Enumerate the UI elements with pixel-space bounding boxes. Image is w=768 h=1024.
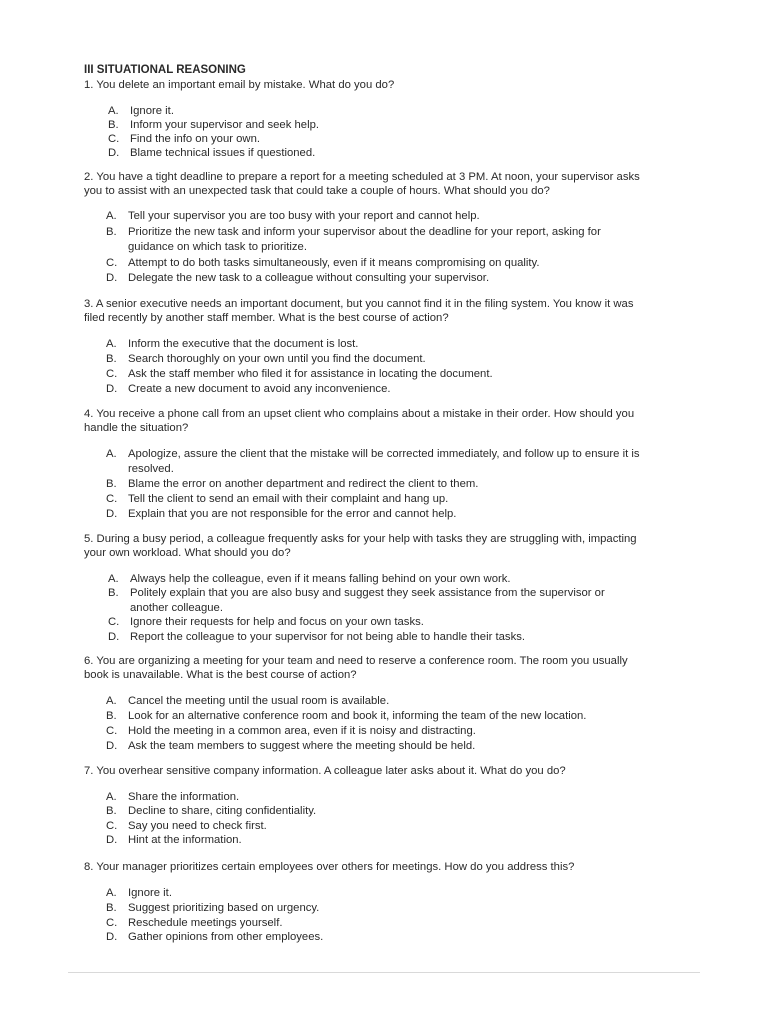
option-letter: A. bbox=[108, 572, 119, 585]
options-list bbox=[84, 104, 644, 160]
option-letter: C. bbox=[106, 492, 118, 505]
options-list bbox=[84, 209, 644, 287]
option-letter: D. bbox=[106, 272, 118, 284]
option-letter: C. bbox=[106, 367, 118, 380]
option bbox=[108, 104, 644, 118]
options-list bbox=[84, 886, 644, 945]
option-letter: A. bbox=[106, 887, 117, 900]
option-letter: D. bbox=[106, 382, 118, 395]
option bbox=[106, 694, 644, 709]
option-letter: A. bbox=[106, 337, 117, 350]
option-text: Look for an alternative conference room and book it, informing the team of the new location. bbox=[128, 710, 587, 723]
option bbox=[106, 256, 644, 272]
options-list bbox=[84, 694, 644, 753]
option-letter: C. bbox=[106, 725, 118, 738]
option bbox=[106, 271, 644, 287]
option-text: Ignore it. bbox=[130, 105, 174, 117]
option-letter: B. bbox=[106, 710, 117, 723]
option-text: Apologize, assure the client that the mistake will be corrected immediately, and follow up to ensure it is resolved. bbox=[128, 447, 640, 475]
option bbox=[106, 886, 644, 901]
option bbox=[106, 739, 644, 754]
option-letter: B. bbox=[108, 119, 119, 131]
question-text: 2. You have a tight deadline to prepare a report for a meeting scheduled at 3 PM. At noon, your supervisor asks you to assist with an unexpected task that could take a couple of hours. What should you do? bbox=[84, 171, 640, 197]
option-letter: A. bbox=[106, 790, 117, 803]
option-text: Reschedule meetings yourself. bbox=[128, 916, 283, 929]
question-4 bbox=[84, 407, 644, 522]
section-title: III SITUATIONAL REASONING bbox=[84, 64, 246, 76]
option bbox=[106, 507, 644, 522]
option-text: Prioritize the new task and inform your supervisor about the deadline for your report, asking for guidance on which task to prioritize. bbox=[128, 225, 601, 253]
option-text: Report the colleague to your supervisor for not being able to handle their tasks. bbox=[130, 630, 525, 643]
option bbox=[106, 209, 644, 225]
option-letter: C. bbox=[106, 916, 118, 929]
options-list bbox=[84, 790, 644, 848]
option bbox=[106, 804, 644, 819]
option bbox=[106, 901, 644, 916]
option-text: Tell the client to send an email with their complaint and hang up. bbox=[128, 492, 449, 505]
option-text: Delegate the new task to a colleague without consulting your supervisor. bbox=[128, 272, 490, 284]
option-text: Attempt to do both tasks simultaneously, even if it means compromising on quality. bbox=[128, 256, 540, 269]
question-text: 7. You overhear sensitive company information. A colleague later asks about it. What do you do? bbox=[84, 764, 566, 777]
page-bottom-divider bbox=[68, 972, 700, 973]
option-text: Cancel the meeting until the usual room is available. bbox=[128, 695, 390, 708]
option-letter: D. bbox=[106, 834, 118, 847]
option-letter: C. bbox=[106, 819, 118, 832]
option bbox=[108, 615, 644, 630]
option-letter: B. bbox=[106, 805, 117, 818]
option bbox=[106, 367, 644, 382]
question-5 bbox=[84, 532, 644, 645]
option-text: Create a new document to avoid any inconvenience. bbox=[128, 382, 391, 395]
option-text: Find the info on your own. bbox=[130, 133, 260, 145]
option-letter: D. bbox=[106, 931, 118, 944]
option-text: Inform the executive that the document is lost. bbox=[128, 337, 359, 350]
option-text: Explain that you are not responsible for the error and cannot help. bbox=[128, 507, 457, 520]
option bbox=[106, 930, 644, 945]
option bbox=[106, 382, 644, 397]
option bbox=[106, 492, 644, 507]
options-list bbox=[84, 337, 644, 397]
question-6 bbox=[84, 654, 644, 753]
option-text: Blame the error on another department and redirect the client to them. bbox=[128, 477, 479, 490]
option-letter: A. bbox=[106, 210, 117, 222]
option-letter: B. bbox=[108, 587, 119, 600]
question-text: 1. You delete an important email by mistake. What do you do? bbox=[84, 79, 395, 91]
option bbox=[106, 709, 644, 724]
option bbox=[108, 132, 644, 146]
option bbox=[106, 833, 644, 848]
question-text: 8. Your manager prioritizes certain employees over others for meetings. How do you address this? bbox=[84, 861, 575, 874]
question-text: 4. You receive a phone call from an upset client who complains about a mistake in their order. How should you handle the situation? bbox=[84, 407, 635, 434]
option bbox=[106, 916, 644, 931]
option-text: Hint at the information. bbox=[128, 834, 242, 847]
option-text: Ask the team members to suggest where the meeting should be held. bbox=[128, 739, 476, 752]
option bbox=[106, 819, 644, 834]
question-2 bbox=[84, 170, 644, 287]
option-text: Hold the meeting in a common area, even if it is noisy and distracting. bbox=[128, 725, 476, 738]
option-text: Search thoroughly on your own until you find the document. bbox=[128, 352, 426, 365]
option bbox=[106, 477, 644, 492]
question-text: 3. A senior executive needs an important document, but you cannot find it in the filing system. You know it was filed recently by another staff member. What is the best course of action? bbox=[84, 297, 634, 324]
option-letter: B. bbox=[106, 901, 117, 914]
options-list bbox=[84, 447, 644, 522]
option-text: Suggest prioritizing based on urgency. bbox=[128, 901, 320, 914]
option bbox=[108, 146, 644, 160]
option-text: Ignore it. bbox=[128, 887, 172, 900]
question-3 bbox=[84, 297, 644, 397]
option-letter: A. bbox=[106, 695, 117, 708]
question-text: 6. You are organizing a meeting for your team and need to reserve a conference room. The room you usually book is unavailable. What is the best course of action? bbox=[84, 655, 628, 682]
option-text: Ignore their requests for help and focus on your own tasks. bbox=[130, 616, 424, 629]
option-letter: D. bbox=[108, 630, 120, 643]
option-letter: C. bbox=[106, 256, 118, 269]
option bbox=[108, 118, 644, 132]
option-letter: D. bbox=[106, 507, 118, 520]
options-list bbox=[84, 572, 644, 645]
document-body bbox=[84, 63, 644, 945]
option-letter: D. bbox=[106, 739, 118, 752]
option-text: Decline to share, citing confidentiality. bbox=[128, 805, 317, 818]
option bbox=[106, 447, 644, 477]
option-text: Say you need to check first. bbox=[128, 819, 267, 832]
option-letter: A. bbox=[106, 447, 117, 460]
option-text: Share the information. bbox=[128, 790, 240, 803]
question-text: 5. During a busy period, a colleague frequently asks for your help with tasks they are struggling with, impacting your own workload. What should you do? bbox=[84, 532, 637, 559]
option-text: Gather opinions from other employees. bbox=[128, 931, 324, 944]
option-text: Always help the colleague, even if it means falling behind on your own work. bbox=[130, 572, 511, 585]
option-letter: B. bbox=[106, 352, 117, 365]
option bbox=[106, 790, 644, 805]
question-1 bbox=[84, 78, 644, 160]
option bbox=[108, 586, 644, 615]
option-letter: A. bbox=[108, 105, 119, 117]
option-letter: C. bbox=[108, 616, 120, 629]
option-letter: B. bbox=[106, 477, 117, 490]
option-text: Ask the staff member who filed it for assistance in locating the document. bbox=[128, 367, 493, 380]
option bbox=[106, 724, 644, 739]
question-8 bbox=[84, 860, 644, 945]
option bbox=[108, 572, 644, 587]
option-letter: B. bbox=[106, 225, 117, 238]
option-letter: D. bbox=[108, 147, 120, 159]
option bbox=[108, 630, 644, 645]
option bbox=[106, 225, 644, 256]
option bbox=[106, 337, 644, 352]
option-text: Blame technical issues if questioned. bbox=[130, 147, 316, 159]
option-text: Politely explain that you are also busy and suggest they seek assistance from the supervisor or another colleague. bbox=[130, 587, 605, 614]
option-letter: C. bbox=[108, 133, 120, 145]
option-text: Tell your supervisor you are too busy with your report and cannot help. bbox=[128, 210, 480, 222]
option-text: Inform your supervisor and seek help. bbox=[130, 119, 320, 131]
option bbox=[106, 352, 644, 367]
question-7 bbox=[84, 764, 644, 848]
